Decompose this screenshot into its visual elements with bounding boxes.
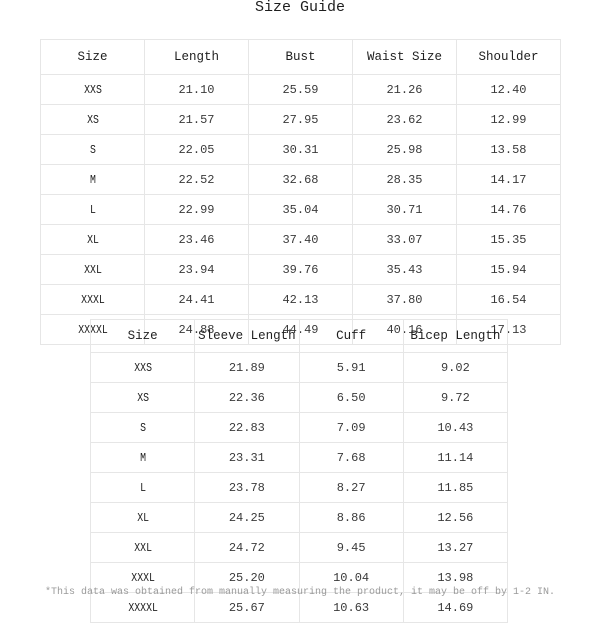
table-row: [91, 473, 508, 503]
table-row: [41, 225, 561, 255]
column-header: Cuff: [299, 320, 403, 353]
size-cell: XL: [100, 503, 185, 533]
size-cell: XS: [50, 105, 135, 135]
size-cell: XXXL: [50, 285, 135, 315]
sleeve-length-cell: 21.89: [195, 353, 299, 383]
size-cell: M: [50, 165, 135, 195]
table-row: [91, 383, 508, 413]
cuff-cell: 10.04: [299, 563, 403, 593]
bicep-length-cell: 10.43: [403, 413, 507, 443]
size-cell: XL: [50, 225, 135, 255]
bust-cell: 30.31: [249, 135, 353, 165]
column-header: Size: [91, 320, 195, 353]
shoulder-cell: 12.40: [457, 75, 561, 105]
shoulder-cell: 12.99: [457, 105, 561, 135]
page-title: Size Guide: [254, 0, 345, 16]
measurement-footnote: *This data was obtained from manually measuring the product, it may be off by 1-2 IN.: [44, 587, 556, 598]
waist-cell: 37.80: [353, 285, 457, 315]
cuff-cell: 8.86: [299, 503, 403, 533]
cuff-cell: 6.50: [299, 383, 403, 413]
table-row: [41, 165, 561, 195]
size-cell: S: [100, 413, 185, 443]
shoulder-cell: 15.94: [457, 255, 561, 285]
bicep-length-cell: 13.27: [403, 533, 507, 563]
sleeve-measurements-table: [90, 319, 508, 623]
column-header: Sleeve Length: [195, 320, 299, 353]
table-header-row: [41, 40, 561, 75]
size-cell: XXL: [50, 255, 135, 285]
waist-cell: 21.26: [353, 75, 457, 105]
bust-cell: 35.04: [249, 195, 353, 225]
length-cell: 24.41: [145, 285, 249, 315]
size-cell: S: [50, 135, 135, 165]
size-cell: XXXXL: [50, 315, 135, 345]
bust-cell: 42.13: [249, 285, 353, 315]
table-row: [91, 413, 508, 443]
length-cell: 24.88: [145, 315, 249, 345]
bust-cell: 25.59: [249, 75, 353, 105]
shoulder-cell: 14.17: [457, 165, 561, 195]
bicep-length-cell: 12.56: [403, 503, 507, 533]
table-row: [41, 75, 561, 105]
table-header-row: [91, 320, 508, 353]
waist-cell: 23.62: [353, 105, 457, 135]
column-header: Shoulder: [457, 40, 561, 75]
sleeve-length-cell: 24.25: [195, 503, 299, 533]
bust-cell: 44.49: [249, 315, 353, 345]
length-cell: 22.99: [145, 195, 249, 225]
size-cell: M: [100, 443, 185, 473]
bust-cell: 32.68: [249, 165, 353, 195]
column-header: Waist Size: [353, 40, 457, 75]
bust-cell: 27.95: [249, 105, 353, 135]
sleeve-length-cell: 25.67: [195, 593, 299, 623]
bicep-length-cell: 11.85: [403, 473, 507, 503]
table-row: [91, 353, 508, 383]
bicep-length-cell: 9.02: [403, 353, 507, 383]
column-header: Bicep Length: [403, 320, 507, 353]
length-cell: 22.52: [145, 165, 249, 195]
cuff-cell: 5.91: [299, 353, 403, 383]
shoulder-cell: 16.54: [457, 285, 561, 315]
length-cell: 21.10: [145, 75, 249, 105]
length-cell: 23.94: [145, 255, 249, 285]
shoulder-cell: 14.76: [457, 195, 561, 225]
cuff-cell: 8.27: [299, 473, 403, 503]
table-row: [41, 135, 561, 165]
shoulder-cell: 15.35: [457, 225, 561, 255]
column-header: Length: [145, 40, 249, 75]
table-row: [91, 443, 508, 473]
waist-cell: 40.16: [353, 315, 457, 345]
length-cell: 23.46: [145, 225, 249, 255]
cuff-cell: 10.63: [299, 593, 403, 623]
waist-cell: 35.43: [353, 255, 457, 285]
sleeve-length-cell: 23.31: [195, 443, 299, 473]
size-cell: L: [100, 473, 185, 503]
shoulder-cell: 13.58: [457, 135, 561, 165]
size-cell: L: [50, 195, 135, 225]
bicep-length-cell: 11.14: [403, 443, 507, 473]
length-cell: 21.57: [145, 105, 249, 135]
table-row: [41, 285, 561, 315]
size-cell: XXS: [100, 353, 185, 383]
bicep-length-cell: 14.69: [403, 593, 507, 623]
bust-cell: 39.76: [249, 255, 353, 285]
table-row: [41, 105, 561, 135]
waist-cell: 25.98: [353, 135, 457, 165]
length-cell: 22.05: [145, 135, 249, 165]
waist-cell: 28.35: [353, 165, 457, 195]
bicep-length-cell: 13.98: [403, 563, 507, 593]
size-cell: XXS: [50, 75, 135, 105]
cuff-cell: 7.68: [299, 443, 403, 473]
sleeve-length-cell: 23.78: [195, 473, 299, 503]
cuff-cell: 7.09: [299, 413, 403, 443]
waist-cell: 30.71: [353, 195, 457, 225]
sleeve-length-cell: 22.83: [195, 413, 299, 443]
cuff-cell: 9.45: [299, 533, 403, 563]
size-cell: XXXXL: [100, 593, 185, 623]
sleeve-length-cell: 24.72: [195, 533, 299, 563]
table-row: [41, 195, 561, 225]
size-cell: XS: [100, 383, 185, 413]
table-row: [91, 533, 508, 563]
column-header: Size: [41, 40, 145, 75]
waist-cell: 33.07: [353, 225, 457, 255]
bust-cell: 37.40: [249, 225, 353, 255]
bicep-length-cell: 9.72: [403, 383, 507, 413]
size-cell: XXXL: [100, 563, 185, 593]
body-measurements-table: [40, 39, 561, 345]
sleeve-length-cell: 22.36: [195, 383, 299, 413]
sleeve-length-cell: 25.20: [195, 563, 299, 593]
table-row: [41, 255, 561, 285]
column-header: Bust: [249, 40, 353, 75]
size-cell: XXL: [100, 533, 185, 563]
shoulder-cell: 17.13: [457, 315, 561, 345]
table-row: [91, 503, 508, 533]
